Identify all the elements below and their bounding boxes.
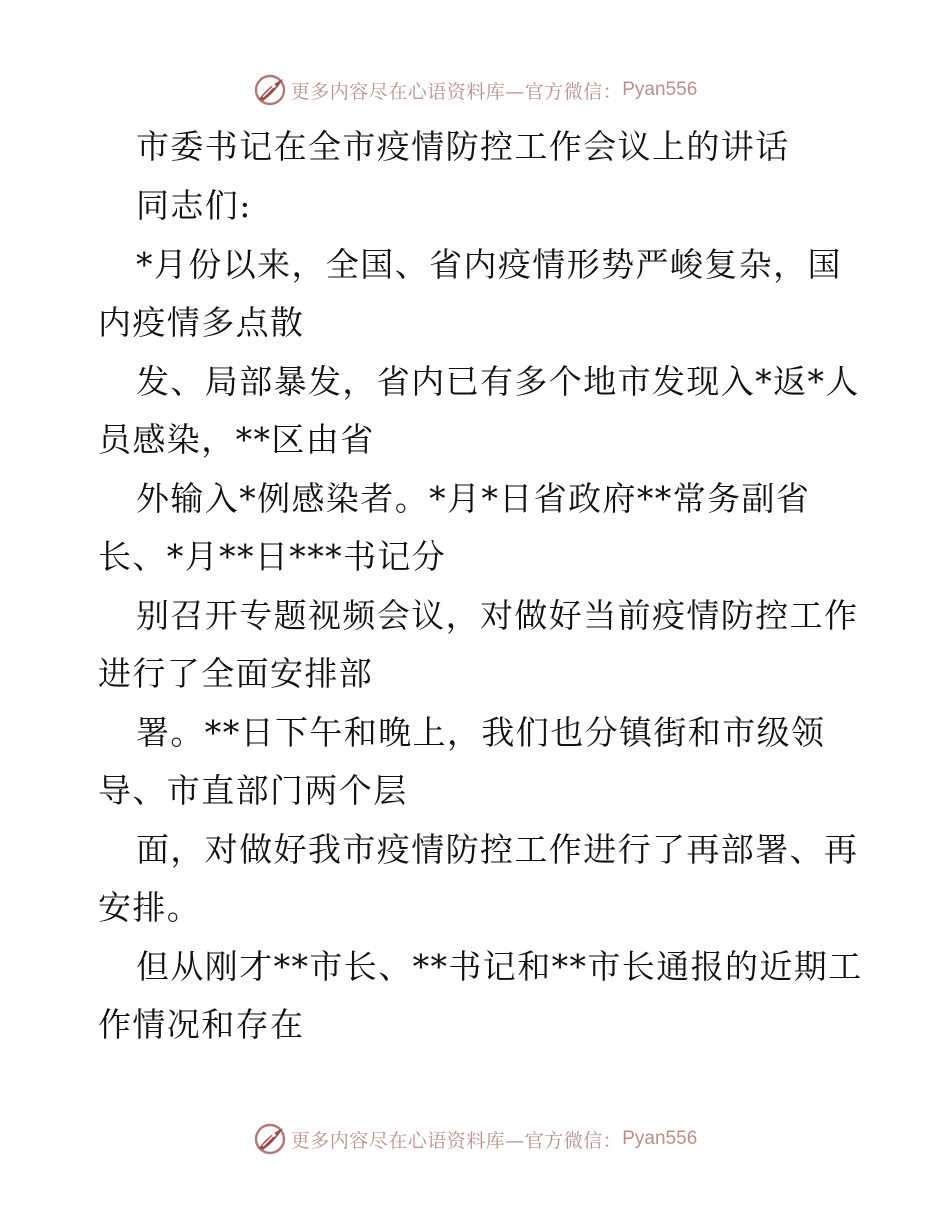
watermark-text: 更多内容尽在心语资料库—官方微信： xyxy=(290,80,623,103)
watermark-text: 更多内容尽在心语资料库—官方微信： xyxy=(290,1129,623,1152)
watermark-wechat-id: Pyan556 xyxy=(622,1128,698,1149)
paragraph-line: 外输入*例感染者。*月*日省政府**常务副省 xyxy=(136,479,811,518)
paragraph-line: 作情况和存在 xyxy=(98,1005,305,1044)
salutation: 同志们: xyxy=(136,186,252,225)
footer-watermark xyxy=(0,1119,950,1159)
pen-nib-logo-icon xyxy=(253,1122,287,1156)
paragraph-line: 长、*月**日***书记分 xyxy=(98,537,447,576)
paragraph-line: 发、局部暴发，省内已有多个地市发现入*返*人 xyxy=(136,362,860,401)
paragraph-line: 导、市直部门两个层 xyxy=(98,771,408,810)
paragraph-line: 员感染，**区由省 xyxy=(98,420,375,459)
paragraph-line: 别召开专题视频会议，对做好当前疫情防控工作 xyxy=(136,596,859,635)
paragraph-line: 安排。 xyxy=(98,888,202,927)
watermark-wechat-id: Pyan556 xyxy=(622,79,698,100)
document-title: 市委书记在全市疫情防控工作会议上的讲话 xyxy=(136,127,790,166)
paragraph-line: 面，对做好我市疫情防控工作进行了再部署、再 xyxy=(136,830,859,869)
paragraph-line: 进行了全面安排部 xyxy=(98,654,374,693)
paragraph-line: *月份以来，全国、省内疫情形势严峻复杂，国 xyxy=(136,245,842,284)
paragraph-line: 但从刚才**市长、**书记和**市长通报的近期工 xyxy=(136,947,863,986)
paragraph-line: 署。**日下午和晚上，我们也分镇街和市级领 xyxy=(136,713,826,752)
paragraph-line: 内疫情多点散 xyxy=(98,303,305,342)
header-watermark xyxy=(0,70,950,110)
pen-nib-logo-icon xyxy=(253,73,287,107)
